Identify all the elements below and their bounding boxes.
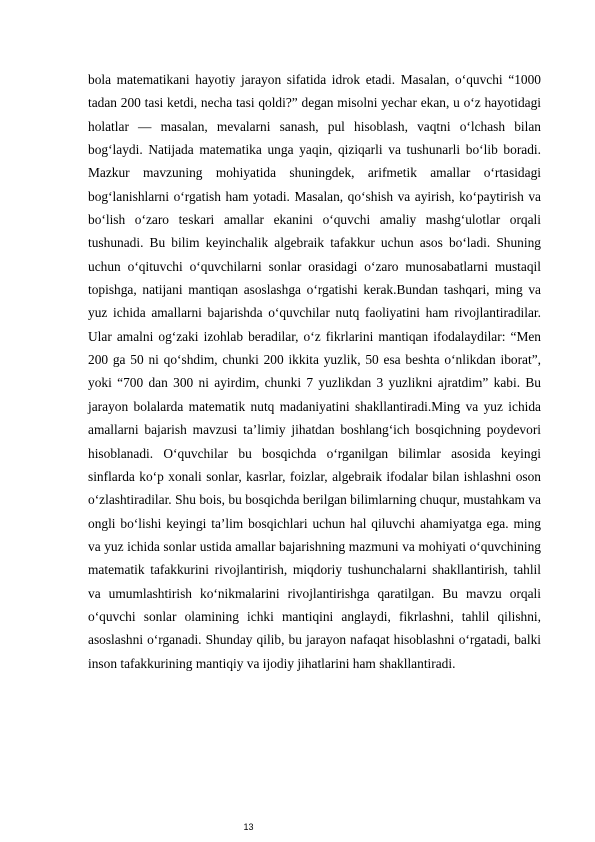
page-number: 13 (243, 822, 254, 832)
body-paragraph: bola matematikani hayotiy jarayon sifatida idrok etadi. Masalan, o‘quvchi “1000 tadan 200 tasi ketdi, necha tasi qoldi?” degan misolni yechar ekan, u o‘z hayotidagi holatlar — masalan, mevalarni sanash, pul hisoblash, vaqtni o‘lchash bilan bog‘laydi. Natijada matematika unga yaqin, qiziqarli va tushunarli bo‘lib boradi. Mazkur mavzuning mohiyatida shuningdek, arifmetik amallar o‘rtasidagi bog‘lanishlarni o‘rgatish ham yotadi. Masalan, qo‘shish va ayirish, ko‘paytirish va bo‘lish o‘zaro teskari amallar ekanini o‘quvchi amaliy mashg‘ulotlar orqali tushunadi. Bu bilim keyinchalik algebraik tafakkur uchun asos bo‘ladi. Shuning uchun o‘qituvchi o‘quvchilarni sonlar orasidagi o‘zaro munosabatlarni mustaqil topishga, natijani mantiqan asoslashga o‘rgatishi kerak.Bundan tashqari, ming va yuz ichida amallarni bajarishda o‘quvchilar nutq faoliyatini ham rivojlantiradilar. Ular amalni og‘zaki izohlab beradilar, o‘z fikrlarini mantiqan ifodalaydilar: “Men 200 ga 50 ni qo‘shdim, chunki 200 ikkita yuzlik, 50 esa beshta o‘nlikdan iborat”, yoki “700 dan 300 ni ayirdim, chunki 7 yuzlikdan 3 yuzlikni ajratdim” kabi. Bu jarayon bolalarda matematik nutq madaniyatini shakllantiradi.Ming va yuz ichida amallarni bajarish mavzusi ta’limiy jihatdan boshlang‘ich bosqichning poydevori hisoblanadi. O‘quvchilar bu bosqichda o‘rganilgan bilimlar asosida keyingi sinflarda ko‘p xonali sonlar, kasrlar, foizlar, algebraik ifodalar bilan ishlashni oson o‘zlashtiradilar. Shu bois, bu bosqichda berilgan bilimlarning chuqur, mustahkam va ongli bo‘lishi keyingi ta’lim bosqichlari uchun hal qiluvchi ahamiyatga ega. ming va yuz ichida sonlar ustida amallar bajarishning mazmuni va mohiyati o‘quvchining matematik tafakkurini rivojlantirish, miqdoriy tushunchalarni shakllantirish, tahlil va umumlashtirish ko‘nikmalarini rivojlantirishga qaratilgan. Bu mavzu orqali o‘quvchi sonlar olamining ichki mantiqini anglaydi, fikrlashni, tahlil qilishni, asoslashni o‘rganadi. Shunday qilib, bu jarayon nafaqat hisoblashni o‘rgatadi, balki inson tafakkurining mantiqiy va ijodiy jihatlarini ham shakllantiradi. (88, 72, 541, 671)
body-text-block (88, 68, 541, 675)
